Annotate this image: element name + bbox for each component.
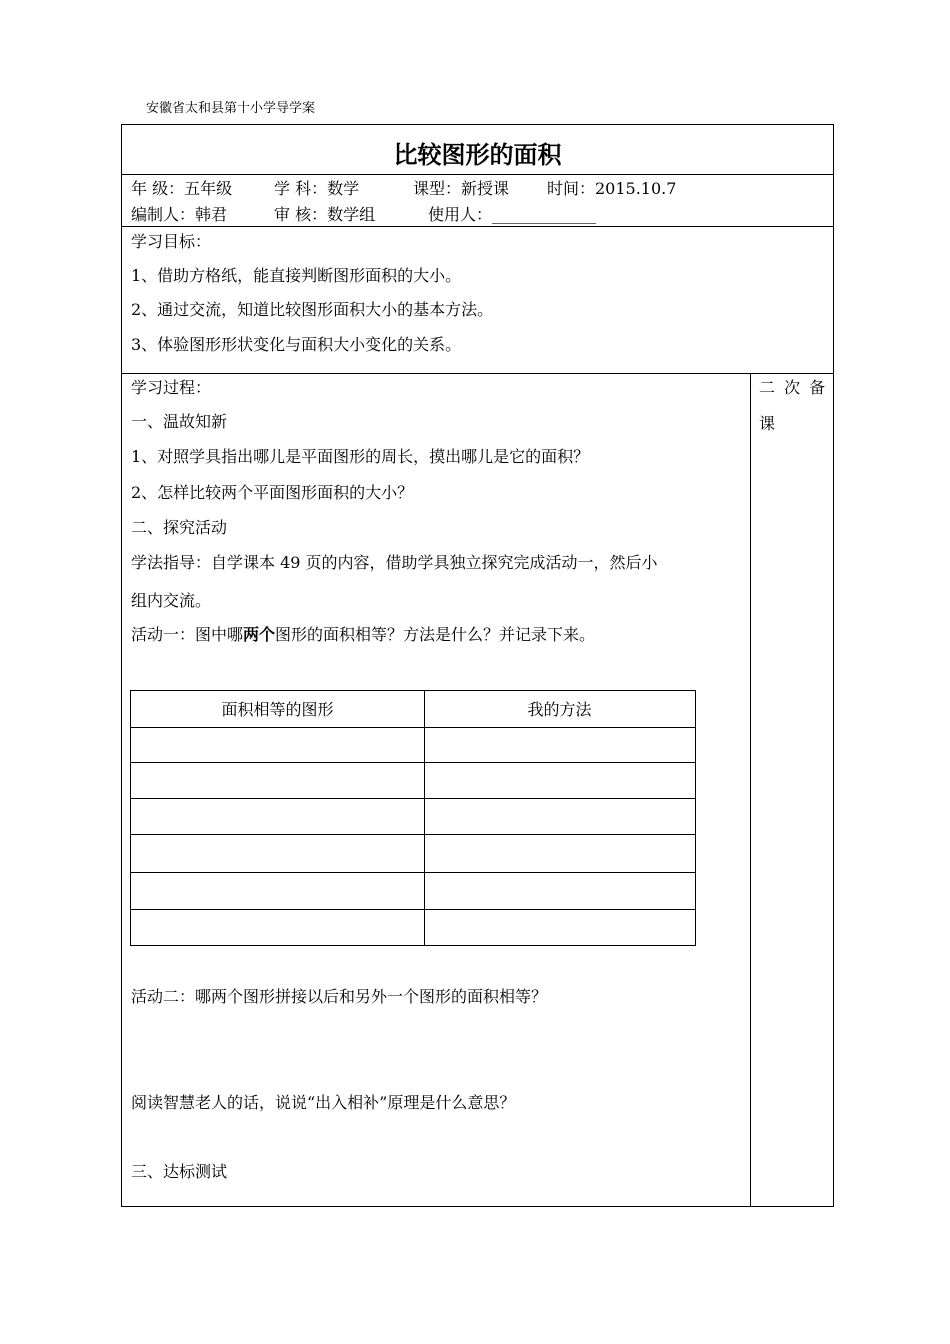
subject-field: 学 科：数学 xyxy=(274,179,360,198)
divider xyxy=(122,373,833,374)
activity-one-text: 图形的面积相等？方法是什么？并记录下来。 xyxy=(275,625,596,644)
activity-one-prompt xyxy=(131,625,595,645)
review-item: 1、对照学具指出哪儿是平面图形的周长，摸出哪儿是它的面积？ xyxy=(131,447,590,466)
side-note-line2: 课 xyxy=(759,414,776,433)
review-heading: 一、温故知新 xyxy=(131,412,228,431)
reviewer-field: 审 核：数学组 xyxy=(274,205,376,224)
editor-field: 编制人：韩君 xyxy=(131,205,228,224)
objectives-heading: 学习目标： xyxy=(131,232,212,251)
table-row xyxy=(131,727,695,728)
table-header-shapes: 面积相等的图形 xyxy=(221,700,334,719)
study-guide-line: 组内交流。 xyxy=(131,591,212,610)
side-note-line1: 二 次 备 xyxy=(759,378,828,397)
explore-heading: 二、探究活动 xyxy=(131,518,228,537)
time-field: 时间：2015.10.7 xyxy=(547,179,677,198)
review-item: 2、怎样比较两个平面图形面积的大小？ xyxy=(131,483,414,502)
objective-item: 3、体验图形形状变化与面积大小变化的关系。 xyxy=(131,335,462,354)
activity-one-emphasis: 两个 xyxy=(243,625,276,644)
school-header: 安徽省太和县第十小学导学案 xyxy=(146,101,316,116)
table-row xyxy=(131,872,695,873)
reading-prompt: 阅读智慧老人的话，说说“出入相补”原理是什么意思？ xyxy=(131,1093,516,1112)
user-field: 使用人：_____________ xyxy=(428,205,597,224)
lesson-type-field: 课型：新授课 xyxy=(413,179,510,198)
process-heading: 学习过程： xyxy=(131,378,212,397)
table-row xyxy=(131,834,695,835)
table-row xyxy=(131,762,695,763)
activity-one-text: 活动一：图中哪 xyxy=(131,625,244,644)
divider xyxy=(122,174,833,175)
page-title: 比较图形的面积 xyxy=(393,141,562,169)
objective-item: 2、通过交流，知道比较图形面积大小的基本方法。 xyxy=(131,300,494,319)
table-row xyxy=(131,909,695,910)
table-header-method: 我的方法 xyxy=(527,700,592,719)
column-divider xyxy=(750,373,751,1206)
study-guide-line: 学法指导：自学课本 49 页的内容，借助学具独立探究完成活动一，然后小 xyxy=(131,553,658,572)
test-heading: 三、达标测试 xyxy=(131,1162,228,1181)
table-column-divider xyxy=(424,691,425,945)
activity-two-prompt: 活动二：哪两个图形拼接以后和另外一个图形的面积相等？ xyxy=(131,987,548,1006)
divider xyxy=(122,226,833,227)
table-row xyxy=(131,798,695,799)
objective-item: 1、借助方格纸，能直接判断图形面积的大小。 xyxy=(131,266,462,285)
grade-field: 年 级：五年级 xyxy=(131,179,233,198)
lesson-plan-table xyxy=(121,124,834,1207)
answer-table xyxy=(130,690,696,946)
